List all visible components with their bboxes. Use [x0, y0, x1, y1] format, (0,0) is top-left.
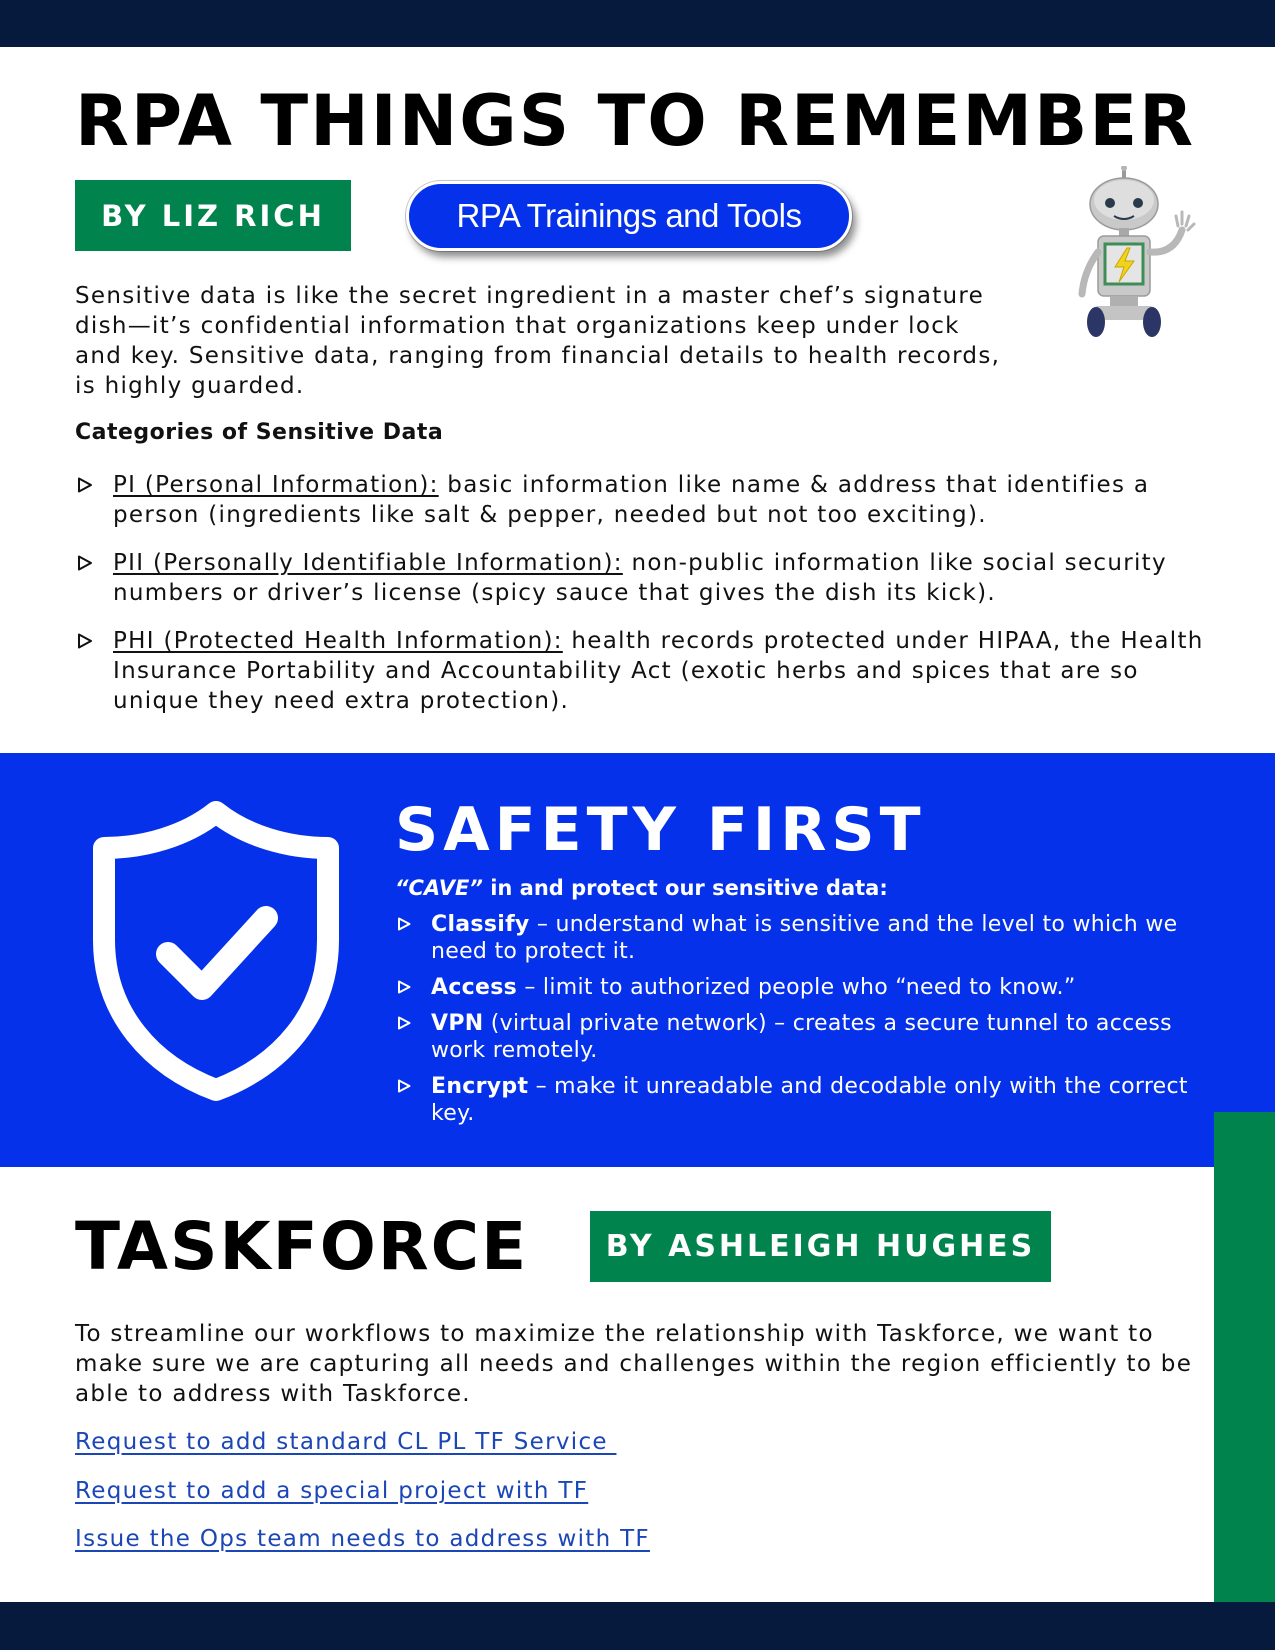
category-term: PII (Personally Identifiable Information):	[113, 550, 623, 576]
shield-check-icon	[88, 800, 344, 1102]
list-item	[75, 470, 1215, 530]
category-term: PHI (Protected Health Information):	[113, 628, 563, 654]
page-title: RPA THINGS TO REMEMBER	[75, 80, 1196, 162]
taskforce-paragraph: To streamline our workflows to maximize the relationship with Taskforce, we want to make sure we are capturing all needs and challenges within the region efficiently to be able to address with Taskforce.	[75, 1321, 1193, 1407]
request-special-project-link[interactable]: Request to add a special project with TF	[75, 1478, 589, 1504]
triangle-bullet-icon	[77, 633, 93, 649]
cave-term: VPN	[431, 1011, 484, 1036]
cave-description: – make it unreadable and decodable only with the correct key.	[431, 1074, 1188, 1126]
triangle-bullet-icon	[397, 1079, 411, 1093]
cave-term: Encrypt	[431, 1074, 529, 1099]
category-description: basic information like name & address that identifies a person (ingredients like salt & pepper, needed but not too exciting).	[113, 472, 1150, 528]
author-byline-badge: BY LIZ RICH	[75, 180, 351, 251]
cave-description: (virtual private network) – creates a secure tunnel to access work remotely.	[431, 1011, 1172, 1063]
ops-issue-link[interactable]: Issue the Ops team needs to address with TF	[75, 1526, 650, 1552]
request-standard-service-link[interactable]: Request to add standard CL PL TF Service	[75, 1429, 617, 1455]
cave-list	[395, 911, 1195, 1136]
category-description: non-public information like social security numbers or driver’s license (spicy sauce that gives the dish its kick).	[113, 550, 1167, 606]
rpa-trainings-button[interactable]: RPA Trainings and Tools	[406, 181, 852, 251]
cave-description: – understand what is sensitive and the level to which we need to protect it.	[431, 912, 1178, 964]
list-item	[75, 548, 1215, 608]
triangle-bullet-icon	[397, 1016, 411, 1030]
cave-description: – limit to authorized people who “need to know.”	[517, 975, 1076, 1000]
triangle-bullet-icon	[77, 477, 93, 493]
cave-intro	[395, 876, 888, 900]
category-term: PI (Personal Information):	[113, 472, 439, 498]
category-description: health records protected under HIPAA, the Health Insurance Portability and Accountability Act (exotic herbs and spices that are so unique they need extra protection).	[113, 628, 1204, 714]
list-item	[395, 911, 1195, 965]
cave-acronym: “CAVE”	[395, 876, 483, 900]
list-item	[395, 1073, 1195, 1127]
safety-title: SAFETY FIRST	[395, 795, 926, 865]
list-item	[395, 1010, 1195, 1064]
triangle-bullet-icon	[397, 917, 411, 931]
cave-term: Access	[431, 975, 518, 1000]
bottom-bar	[0, 1602, 1275, 1650]
intro-paragraph: Sensitive data is like the secret ingredient in a master chef’s signature dish—it’s confidential information that organizations keep under lock and key. Sensitive data, ranging from financial details to health records, is highly guarded.	[75, 283, 1001, 399]
taskforce-title: TASKFORCE	[75, 1208, 529, 1285]
cave-intro-text: in and protect our sensitive data:	[482, 876, 888, 900]
cave-term: Classify	[431, 912, 530, 937]
top-bar	[0, 0, 1275, 47]
triangle-bullet-icon	[397, 980, 411, 994]
categories-list	[75, 470, 1215, 734]
triangle-bullet-icon	[77, 555, 93, 571]
list-item	[395, 974, 1195, 1001]
author-byline-badge: BY ASHLEIGH HUGHES	[590, 1211, 1051, 1282]
list-item	[75, 626, 1215, 716]
categories-heading: Categories of Sensitive Data	[75, 420, 444, 445]
robot-mascot-icon	[1074, 166, 1204, 338]
green-side-bar	[1214, 1112, 1275, 1602]
